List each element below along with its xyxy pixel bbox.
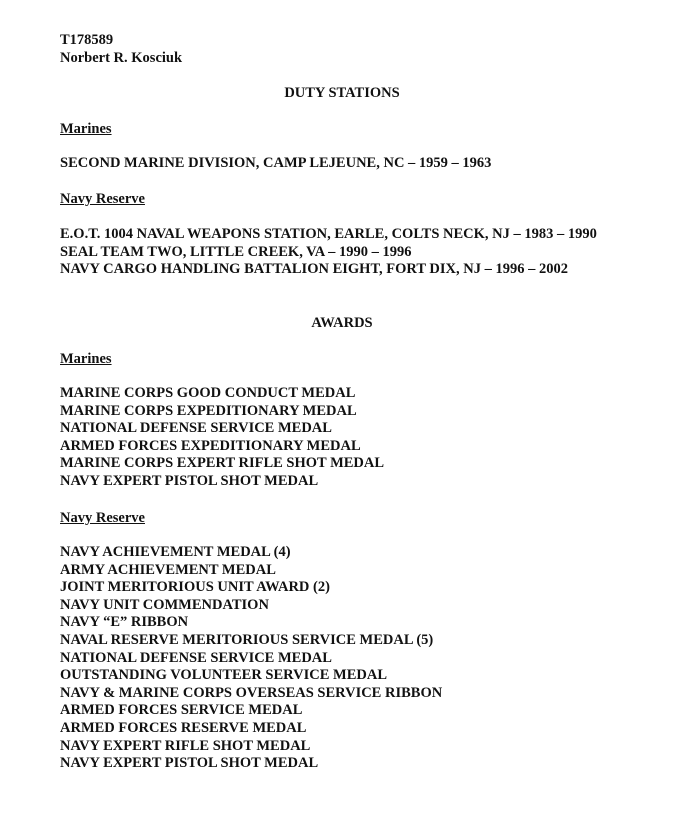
list-item: NAVY “E” RIBBON [60, 614, 189, 631]
list-item: ARMED FORCES EXPEDITIONARY MEDAL [60, 437, 361, 454]
duty-marines-label: Marines [60, 121, 112, 137]
awards-reserve-list [60, 544, 630, 773]
awards-marines-label: Marines [60, 351, 112, 367]
list-item: JOINT MERITORIOUS UNIT AWARD (2) [60, 579, 330, 596]
list-item: OUTSTANDING VOLUNTEER SERVICE MEDAL [60, 667, 387, 684]
list-item: E.O.T. 1004 NAVAL WEAPONS STATION, EARLE, COLTS NECK, NJ – 1983 – 1990 [60, 226, 597, 242]
list-item: NAVY UNIT COMMENDATION [60, 596, 269, 613]
list-item: NAVY EXPERT PISTOL SHOT MEDAL [60, 472, 319, 489]
list-item: NAVY EXPERT RIFLE SHOT MEDAL [60, 737, 311, 754]
list-item: NAVAL RESERVE MERITORIOUS SERVICE MEDAL (5) [60, 631, 434, 648]
record-id: T178589 [60, 32, 114, 48]
list-item: MARINE CORPS GOOD CONDUCT MEDAL [60, 385, 356, 401]
list-item: NAVY CARGO HANDLING BATTALION EIGHT, FORT DIX, NJ – 1996 – 2002 [60, 261, 568, 278]
duty-reserve-list [60, 226, 630, 279]
header-block [60, 31, 182, 67]
list-item: NAVY & MARINE CORPS OVERSEAS SERVICE RIBBON [60, 684, 443, 701]
list-item: NAVY ACHIEVEMENT MEDAL (4) [60, 544, 291, 560]
duty-stations-title: DUTY STATIONS [284, 85, 400, 101]
duty-marines-list [60, 155, 630, 173]
list-item: NATIONAL DEFENSE SERVICE MEDAL [60, 420, 332, 437]
awards-marines-list [60, 385, 630, 491]
list-item: NATIONAL DEFENSE SERVICE MEDAL [60, 649, 332, 666]
duty-reserve-label: Navy Reserve [60, 191, 145, 207]
list-item: SEAL TEAM TWO, LITTLE CREEK, VA – 1990 – 1996 [60, 243, 412, 260]
list-item: NAVY EXPERT PISTOL SHOT MEDAL [60, 755, 319, 772]
awards-title: AWARDS [311, 315, 373, 331]
list-item: ARMED FORCES SERVICE MEDAL [60, 702, 303, 719]
list-item: ARMED FORCES RESERVE MEDAL [60, 719, 307, 736]
list-item: MARINE CORPS EXPERT RIFLE SHOT MEDAL [60, 455, 385, 472]
list-item: MARINE CORPS EXPEDITIONARY MEDAL [60, 402, 357, 419]
list-item: ARMY ACHIEVEMENT MEDAL [60, 561, 276, 578]
awards-reserve-label: Navy Reserve [60, 510, 145, 526]
list-item: SECOND MARINE DIVISION, CAMP LEJEUNE, NC – 1959 – 1963 [60, 155, 492, 171]
person-name: Norbert R. Kosciuk [60, 50, 183, 66]
